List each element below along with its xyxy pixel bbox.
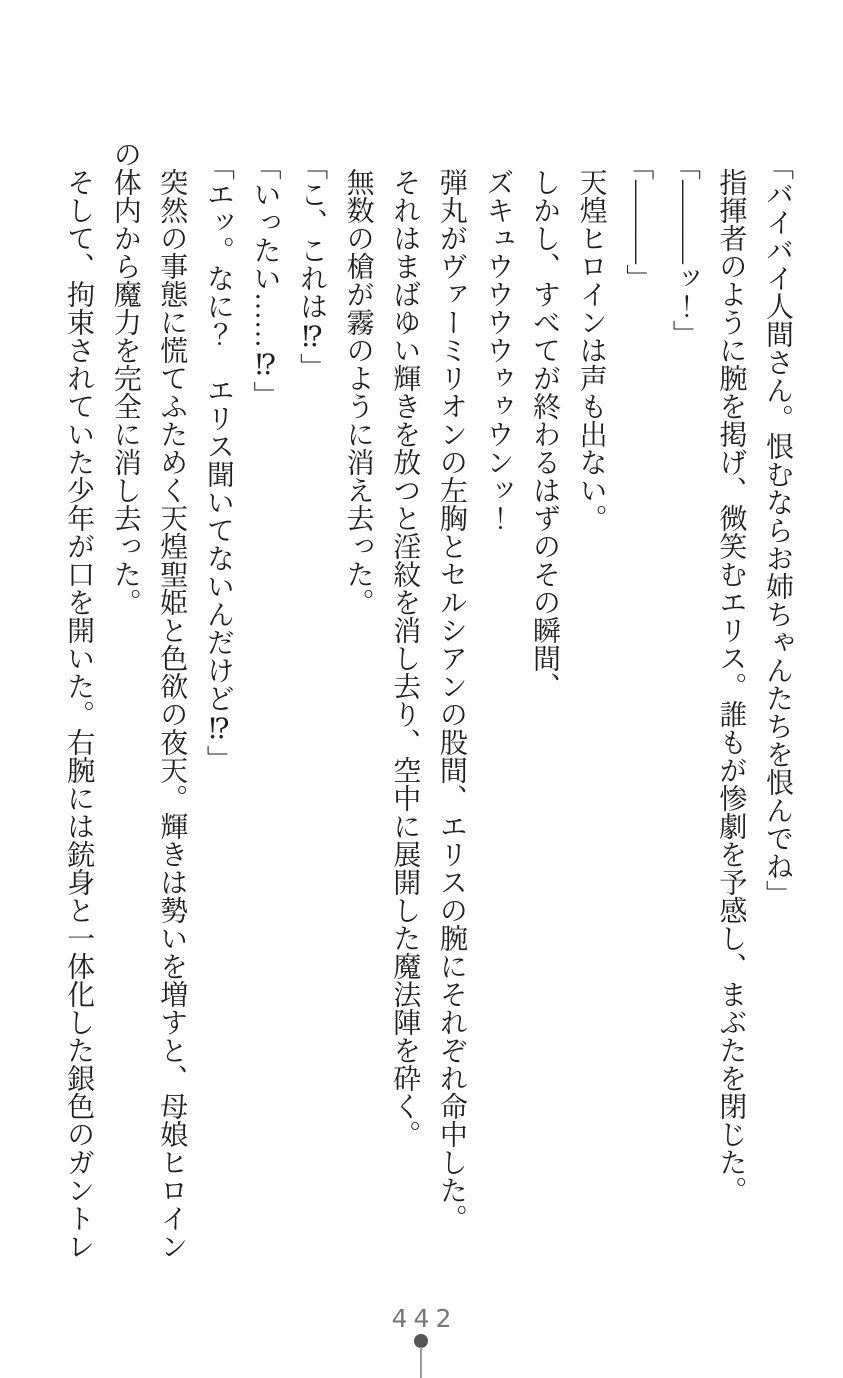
- paragraph-narrative: 弾丸がヴァーミリオンの左胸とセルシアンの股間、エリスの腕にそれぞれ命中した。: [435, 168, 467, 1232]
- paragraph-dialogue: 「いったい……⁉」: [249, 151, 281, 409]
- bookmark-line: [420, 1347, 422, 1378]
- page-number: 442: [391, 1304, 458, 1333]
- paragraph-narrative: しかし、すべてが終わるはずのその瞬間、: [529, 168, 561, 700]
- page-footer: [0, 1300, 843, 1378]
- paragraph-narrative: 天煌ヒロインは声も出ない。: [575, 168, 607, 532]
- paragraph-narrative: そして、拘束されていた少年が口を開いた。右腕には銃身と一体化した銀色のガントレ: [63, 168, 95, 1260]
- paragraph-narrative: 無数の槍が霧のように消え去った。: [342, 168, 374, 616]
- paragraph-dialogue: 「―――ッ！」: [668, 151, 700, 348]
- paragraph-dialogue: 「エッ。なに？ エリス聞いてないんだけど⁉」: [202, 151, 234, 773]
- paragraph-dialogue: 「―――」: [622, 151, 654, 292]
- paragraph-narrative: 突然の事態に慌てふためく天煌聖姫と色欲の夜天。輝きは勢いを増すと、母娘ヒロインの体内から魔力を完全に消し去った。: [109, 140, 188, 1260]
- paragraph-narrative: 指揮者のように腕を掲げ、微笑むエリス。誰もが惨劇を予感し、まぶたを閉じた。: [715, 168, 747, 1204]
- paragraph-narrative: ズキュウウウウゥゥウンッ！: [482, 168, 514, 532]
- novel-text-block: [54, 140, 800, 1260]
- paragraph-dialogue: 「こ、これは⁉」: [296, 151, 328, 381]
- paragraph-narrative: それはまばゆい輝きを放つと淫紋を消し去り、空中に展開した魔法陣を砕く。: [389, 168, 421, 1148]
- bookmark-dot-icon: [414, 1334, 428, 1348]
- paragraph-dialogue: 「バイバイ人間さん。恨むならお姉ちゃんたちを恨んでね」: [762, 151, 793, 908]
